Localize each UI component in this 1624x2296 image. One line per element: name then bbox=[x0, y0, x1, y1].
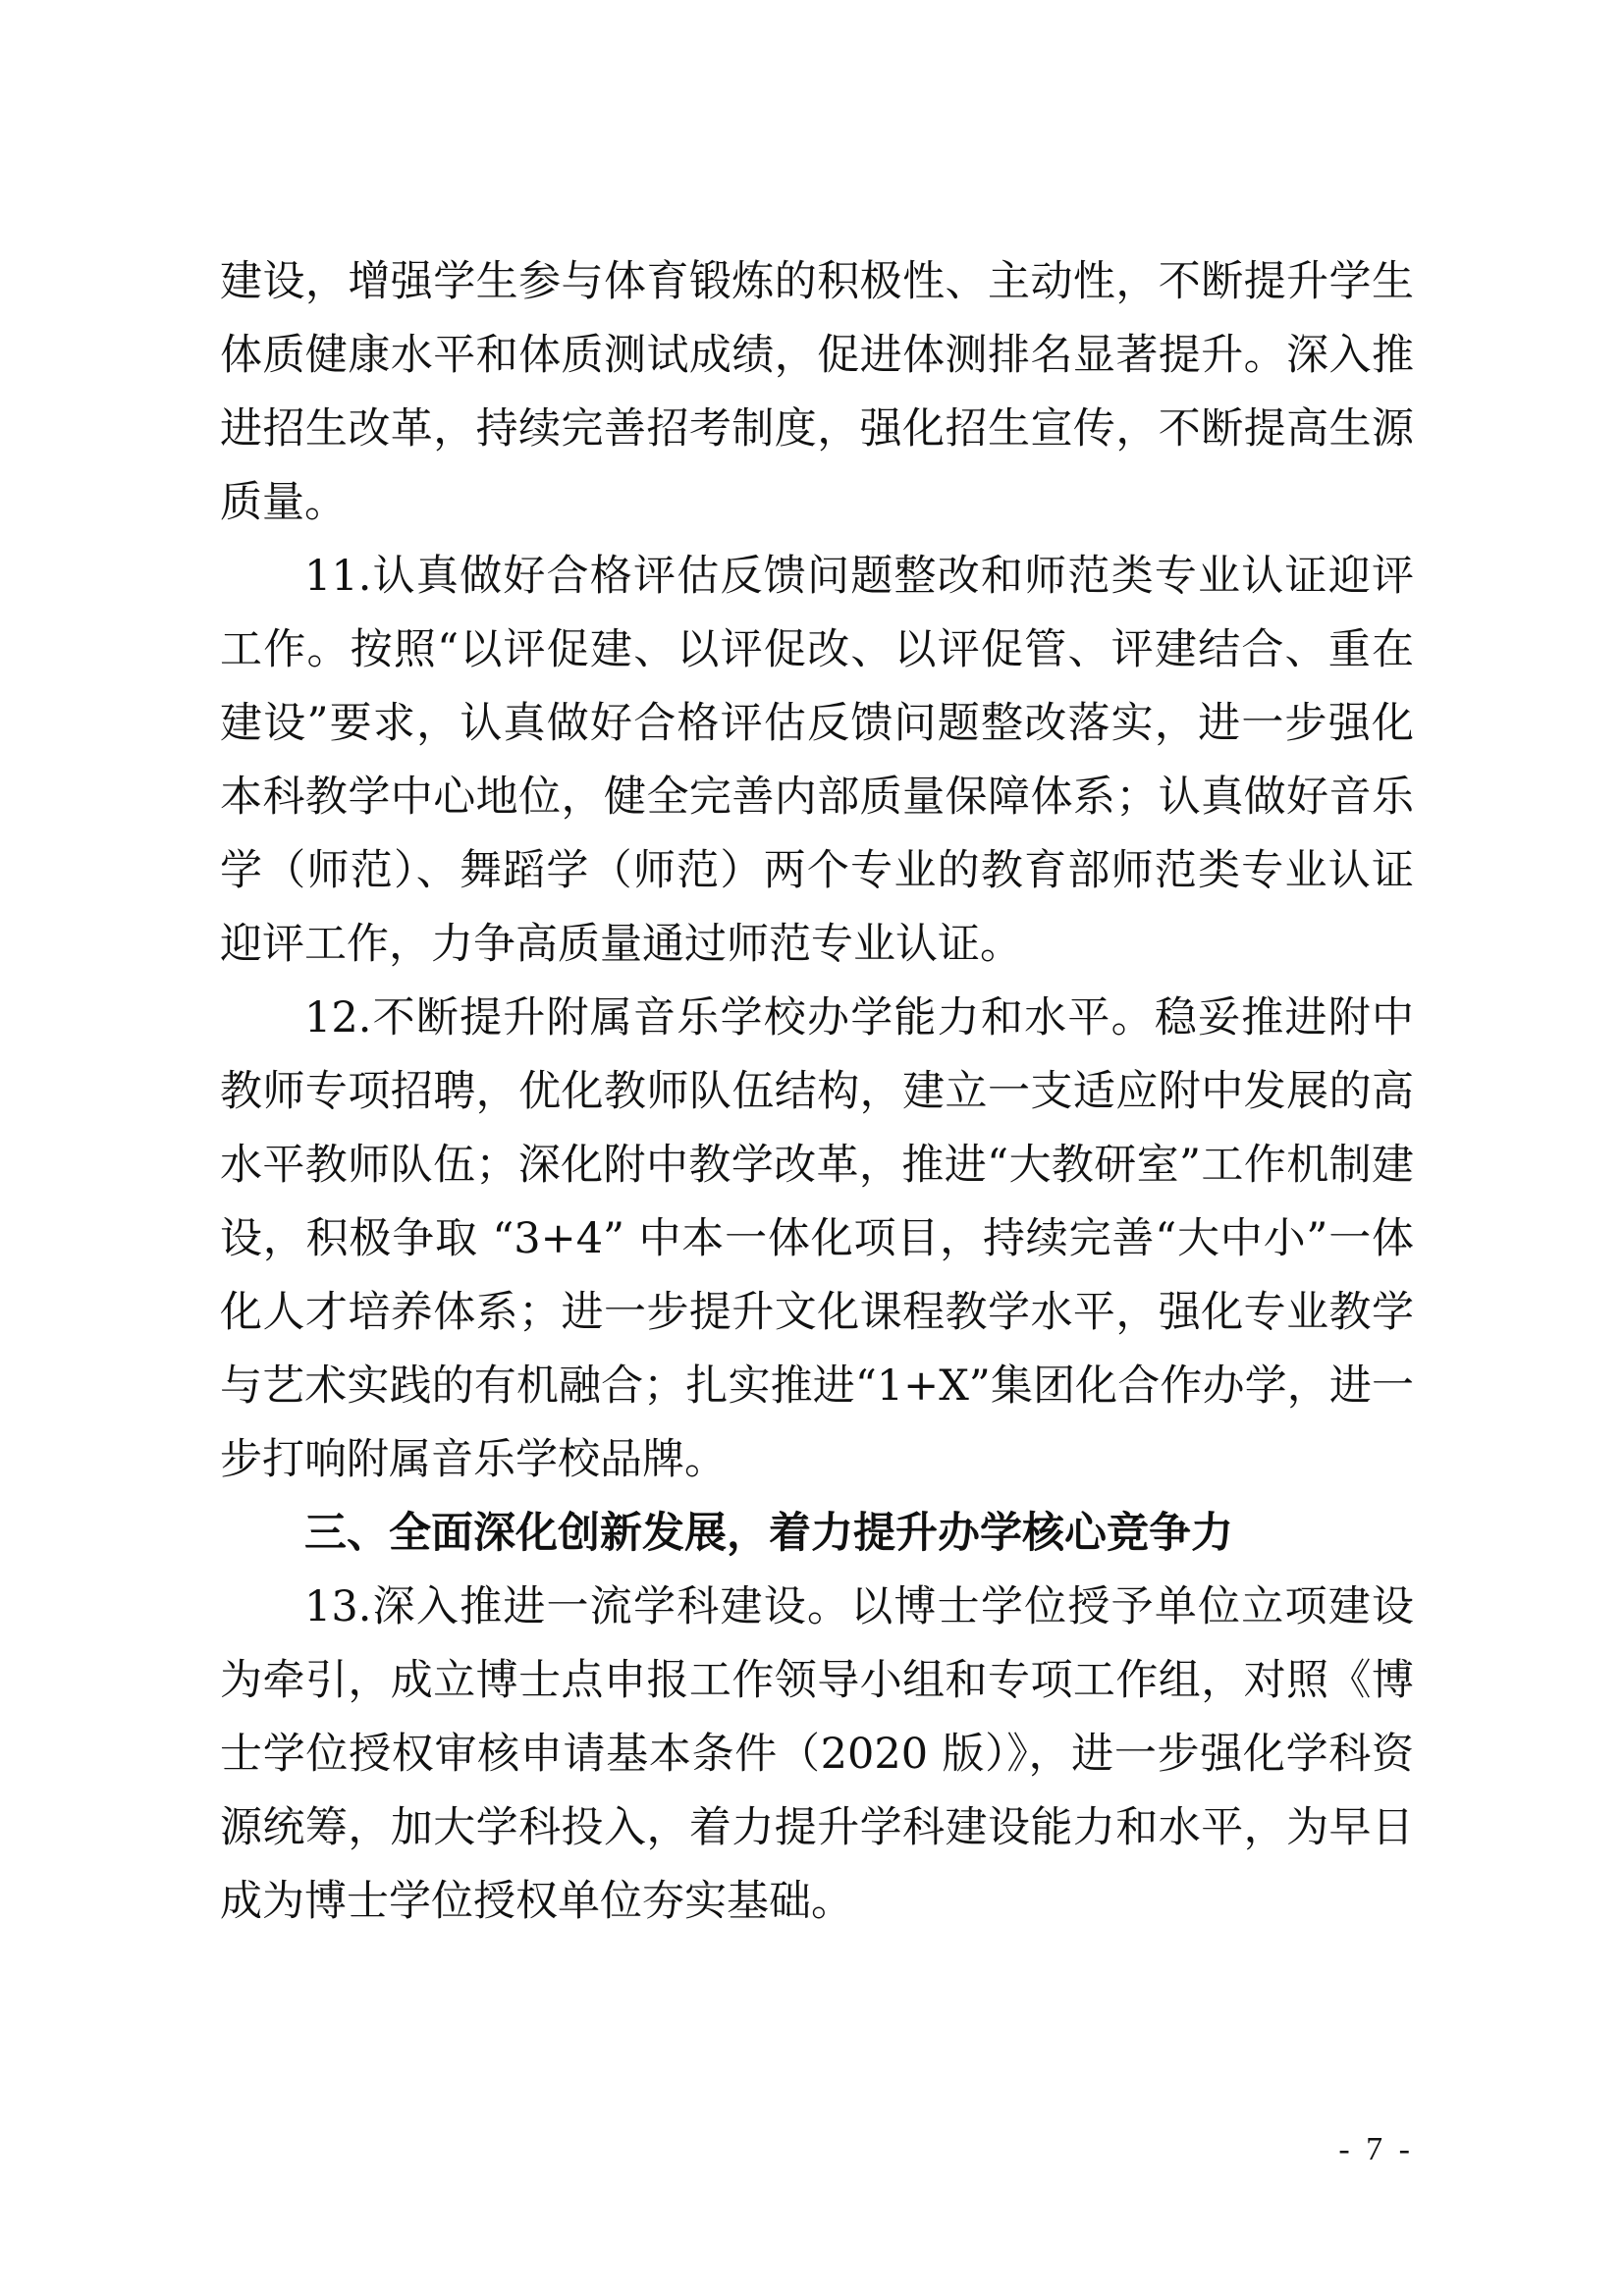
section-heading-3: 三、全面深化创新发展，着力提升办学核心竞争力 bbox=[304, 1509, 1233, 1558]
page-number: - 7 - bbox=[1338, 2131, 1414, 2167]
paragraph-continuation: 建设，增强学生参与体育锻炼的积极性、主动性，不断提升学生体质健康水平和体质测试成绩，促进体测排名显著提升。深入推进招生改革，持续完善招考制度，强化招生宣传，不断提高生源质量。 bbox=[220, 257, 1414, 527]
document-body bbox=[220, 245, 1414, 1939]
paragraph-item-11: 11.认真做好合格评估反馈问题整改和师范类专业认证迎评工作。按照“以评促建、以评促改、以评促管、评建结合、重在建设”要求，认真做好合格评估反馈问题整改落实，进一步强化本科教学中心地位，健全完善内部质量保障体系；认真做好音乐学（师范）、舞蹈学（师范）两个专业的教育部师范类专业认证迎评工作，力争高质量通过师范专业认证。 bbox=[220, 552, 1414, 969]
paragraph-item-13: 13.深入推进一流学科建设。以博士学位授予单位立项建设为牵引，成立博士点申报工作领导小组和专项工作组，对照《博士学位授权审核申请基本条件（2020 版）》，进一步强化学科资源统筹，加大学科投入，着力提升学科建设能力和水平，为早日成为博士学位授权单位夯实基础。 bbox=[220, 1582, 1414, 1926]
paragraph-item-12: 12.不断提升附属音乐学校办学能力和水平。稳妥推进附中教师专项招聘，优化教师队伍结构，建立一支适应附中发展的高水平教师队伍；深化附中教学改革，推进“大教研室”工作机制建设，积极争取 “3+4” 中本一体化项目，持续完善“大中小”一体化人才培养体系；进一步提升文化课程教学水平，强化专业教学与艺术实践的有机融合；扎实推进“1+X”集团化合作办学，进一步打响附属音乐学校品牌。 bbox=[220, 993, 1414, 1484]
